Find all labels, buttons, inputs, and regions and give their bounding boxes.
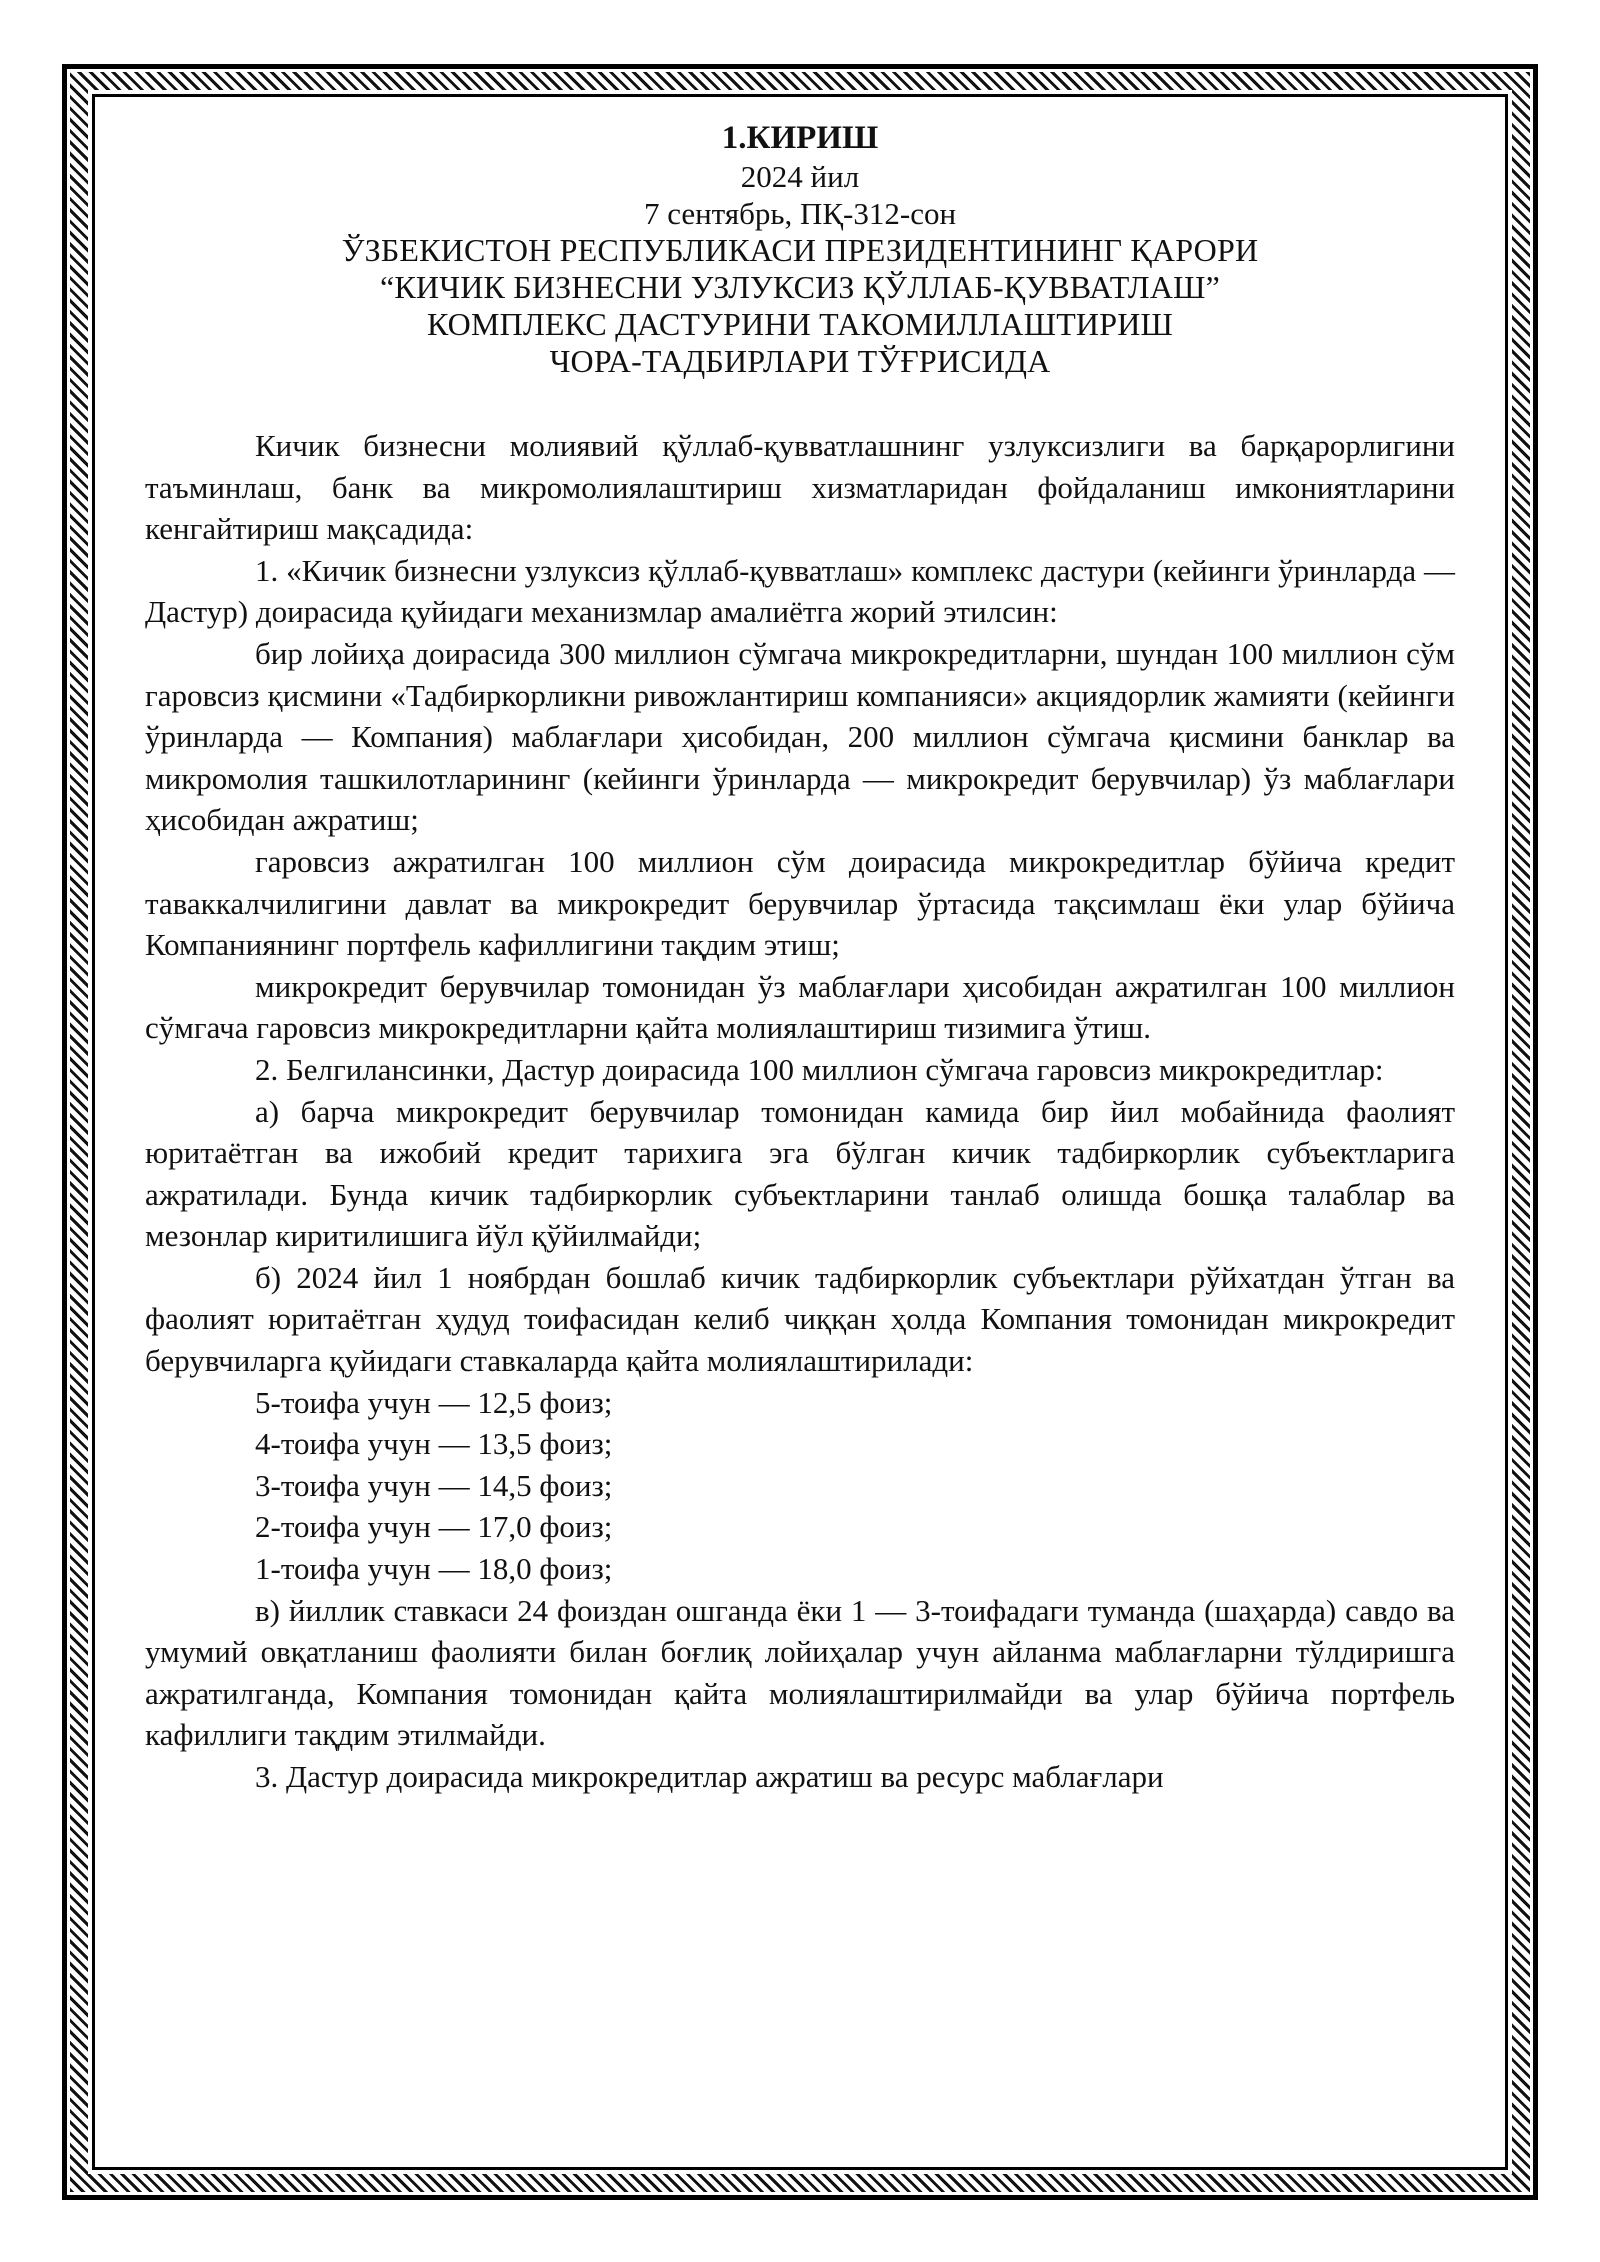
- preamble-paragraph: Кичик бизнесни молиявий қўллаб-қувватлашнинг узлуксизлиги ва барқарорлигини таъминлаш, банк ва микромолиялаштириш хизматларидан фойдаланиш имкониятларини кенгайтириш мақсадида:: [145, 428, 1455, 547]
- decree-title-line: ЎЗБЕКИСТОН РЕСПУБЛИКАСИ ПРЕЗИДЕНТИНИНГ ҚАРОРИ: [341, 232, 1259, 268]
- item-2-subparagraph-a: а) барча микрокредит берувчилар томонидан камида бир йил мобайнида фаолият юритаётган ва ижобий кредит тарихига эга бўлган кичик тадбиркорлик субъектларига ажратилади. Бунда кичик тадбиркорлик субъектларини танлаб олишда бошқа талаблар ва мезонлар киритилишига йўл қўйилмайди;: [145, 1093, 1455, 1254]
- rate-list-item: 4-тоифа учун — 13,5 фоиз;: [255, 1426, 613, 1462]
- item-3-intro: 3. Дастур доирасида микрокредитлар ажратиш ва ресурс маблағлари: [255, 1759, 1164, 1794]
- item-2-subparagraph-c: в) йиллик ставкаси 24 фоиздан ошганда ёки 1 — 3-тоифадаги туманда (шаҳарда) савдо ва умумий овқатланиш фаолияти билан боғлиқ лойиҳалар учун айланма маблағларни тўлдиришга ажратилганда, Компания томонидан қайта молиялаштирилмайди ва улар бўйича портфель кафиллиги тақдим этилмайди.: [145, 1592, 1455, 1753]
- decree-year: 2024 йил: [740, 159, 860, 194]
- rate-list-item: 5-тоифа учун — 12,5 фоиз;: [255, 1384, 613, 1420]
- decree-date-number: 7 сентябрь, ПҚ-312-сон: [643, 196, 957, 231]
- item-2-intro: 2. Белгилансинки, Дастур доирасида 100 миллион сўмгача гаровсиз микрокредитлар:: [255, 1051, 1384, 1087]
- document-heading: [145, 118, 1455, 380]
- document-body: [145, 425, 1455, 1798]
- item-1-subparagraph: микрокредит берувчилар томонидан ўз маблағлари ҳисобидан ажратилган 100 миллион сўмгача гаровсиз микрокредитларни қайта молиялаштириш тизимига ўтиш.: [145, 968, 1455, 1046]
- item-1-intro: 1. «Кичик бизнесни узлуксиз қўллаб-қувватлаш» комплекс дастури (кейинги ўринларда — Дастур) доирасида қуйидаги механизмлар амалиётга жорий этилсин:: [145, 552, 1455, 630]
- rate-list-item: 2-тоифа учун — 17,0 фоиз;: [255, 1509, 613, 1545]
- item-1-subparagraph: бир лойиҳа доирасида 300 миллион сўмгача микрокредитларни, шундан 100 миллион сўм гаровсиз қисмини «Тадбиркорликни ривожлантириш компанияси» акциядорлик жамияти (кейинги ўринларда — Компания) маблағлари ҳисобидан, 200 миллион сўмгача қисмини банклар ва микромолия ташкилотларининг (кейинги ўринларда — микрокредит берувчилар) ўз маблағлари ҳисобидан ажратиш;: [145, 635, 1455, 838]
- decree-title-line: “КИЧИК БИЗНЕСНИ УЗЛУКСИЗ ҚЎЛЛАБ-ҚУВВАТЛАШ”: [379, 269, 1221, 305]
- document-page: [145, 118, 1455, 1798]
- decree-title-line: КОМПЛЕКС ДАСТУРИНИ ТАКОМИЛЛАШТИРИШ: [426, 306, 1174, 342]
- item-1-subparagraph: гаровсиз ажратилган 100 миллион сўм доирасида микрокредитлар бўйича кредит таваккалчилигини давлат ва микрокредит берувчилар ўртасида тақсимлаш ёки улар бўйича Компаниянинг портфель кафиллигини тақдим этиш;: [145, 843, 1455, 963]
- section-title: 1.КИРИШ: [721, 120, 879, 156]
- rate-list-item: 1-тоифа учун — 18,0 фоиз;: [255, 1551, 613, 1587]
- item-2-subparagraph-b: б) 2024 йил 1 ноябрдан бошлаб кичик тадбиркорлик субъектлари рўйхатдан ўтган ва фаолият юритаётган ҳудуд тоифасидан келиб чиққан ҳолда Компания томонидан микрокредит берувчиларга қуйидаги ставкаларда қайта молиялаштирилади:: [145, 1259, 1455, 1379]
- decree-title-line: ЧОРА-ТАДБИРЛАРИ ТЎҒРИСИДА: [549, 343, 1051, 379]
- rate-list-item: 3-тоифа учун — 14,5 фоиз;: [255, 1467, 613, 1503]
